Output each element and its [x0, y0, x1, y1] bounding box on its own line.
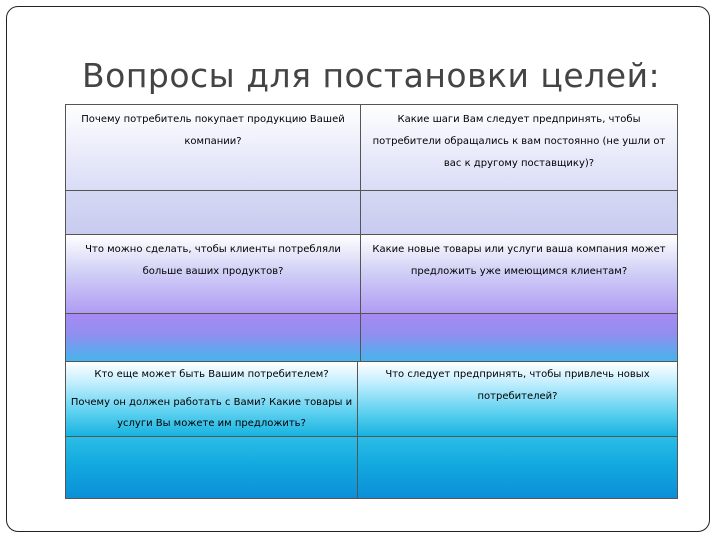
cell-text-followup: Почему он должен работать с Вами? Какие товары и услуги Вы можете им предложить?: [70, 397, 353, 429]
table-cell-r3c1: [65, 234, 361, 314]
table-cell-r6c1: [65, 436, 358, 499]
cell-text: Какие новые товары или услуги ваша компания может предложить уже имеющимся клиентам?: [372, 244, 666, 277]
cell-text: Что можно сделать, чтобы клиенты потребляли больше ваших продуктов?: [85, 244, 341, 277]
table-cell-r2c1: [65, 190, 361, 235]
slide-title: Вопросы для постановки целей:: [82, 56, 661, 95]
cell-text: Что следует предпринять, чтобы привлечь новых потребителей?: [385, 369, 650, 402]
cell-text-question: Кто еще может быть Вашим потребителем?: [94, 369, 329, 380]
cell-text: Какие шаги Вам следует предпринять, чтобы потребители обращались к вам постоянно (не ушли от вас к другому поставщику)?: [372, 114, 666, 169]
table-cell-r5c2: [357, 361, 678, 437]
table-cell-r6c2: [357, 436, 678, 499]
table-cell-r1c1: [65, 104, 361, 191]
table-cell-r4c2: [360, 313, 678, 362]
cell-text: Почему потребитель покупает продукцию Вашей компании?: [81, 114, 345, 147]
table-cell-r2c2: [360, 190, 678, 235]
table-cell-r5c1: [65, 361, 358, 437]
table-cell-r4c1: [65, 313, 361, 362]
table-cell-r1c2: [360, 104, 678, 191]
table-cell-r3c2: [360, 234, 678, 314]
